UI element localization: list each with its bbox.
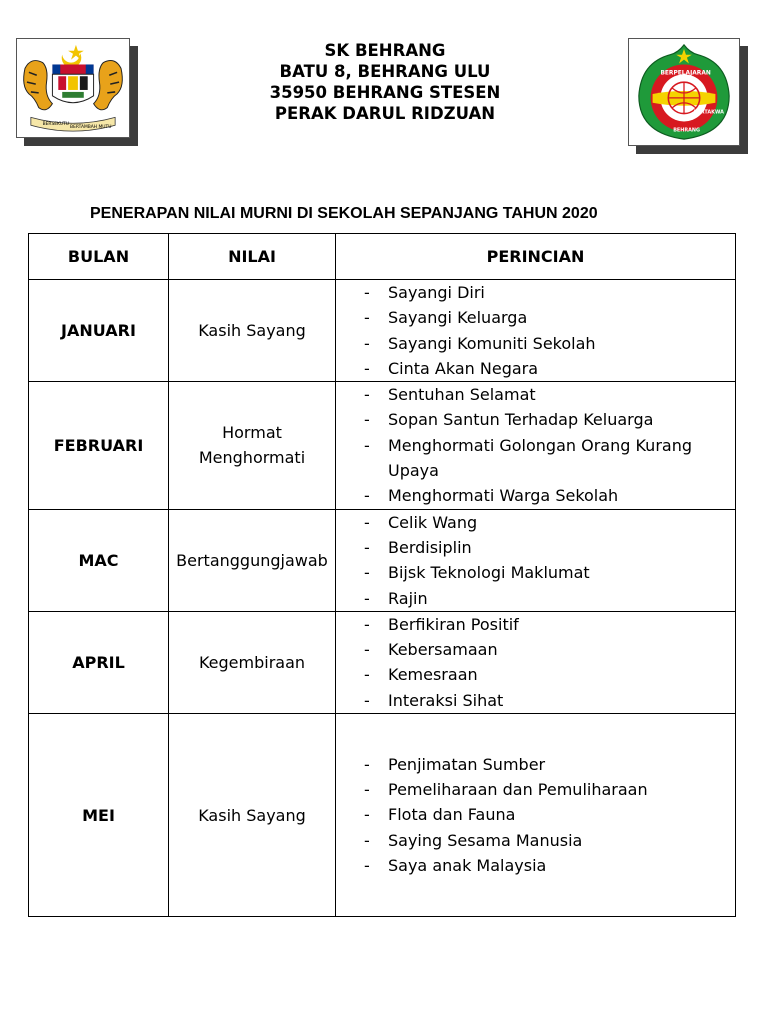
- column-header-perincian: PERINCIAN: [336, 234, 736, 280]
- list-item: - Saying Sesama Manusia: [336, 828, 735, 853]
- svg-text:BERSEKUTU: BERSEKUTU: [42, 122, 69, 128]
- school-crest-logo: [628, 38, 740, 146]
- malaysia-coat-of-arms-icon: [17, 39, 129, 137]
- list-item: - Penjimatan Sumber: [336, 752, 735, 777]
- svg-text:BERTAKWA: BERTAKWA: [693, 109, 724, 116]
- list-item: - Sopan Santun Terhadap Keluarga: [336, 407, 735, 432]
- bulan-cell: JANUARI: [29, 280, 169, 382]
- list-item: - Saya anak Malaysia: [336, 853, 735, 878]
- school-address: [190, 40, 580, 124]
- table-row: [29, 382, 736, 509]
- table-row: [29, 280, 736, 382]
- bulan-cell: MEI: [29, 714, 169, 917]
- list-item: - Kemesraan: [336, 662, 735, 687]
- logo-frame: [16, 38, 130, 138]
- list-item: - Cinta Akan Negara: [336, 356, 735, 381]
- address-line-2: 35950 BEHRANG STESEN: [269, 83, 501, 102]
- nilai-cell: Kegembiraan: [169, 611, 336, 713]
- list-item: - Kebersamaan: [336, 637, 735, 662]
- nilai-murni-table: [28, 233, 736, 917]
- nilai-cell: Kasih Sayang: [169, 280, 336, 382]
- address-line-1: BATU 8, BEHRANG ULU: [279, 62, 491, 81]
- column-header-bulan: BULAN: [29, 234, 169, 280]
- perincian-cell: [336, 714, 736, 917]
- bulan-cell: MAC: [29, 509, 169, 611]
- perincian-cell: [336, 382, 736, 509]
- list-item: - Rajin: [336, 586, 735, 611]
- table-row: [29, 611, 736, 713]
- column-header-nilai: NILAI: [169, 234, 336, 280]
- nilai-cell: Kasih Sayang: [169, 714, 336, 917]
- bulan-cell: APRIL: [29, 611, 169, 713]
- perincian-cell: [336, 280, 736, 382]
- school-crest-icon: [629, 39, 739, 145]
- list-item: - Berdisiplin: [336, 535, 735, 560]
- list-item: - Sayangi Diri: [336, 280, 735, 305]
- perincian-cell: [336, 509, 736, 611]
- list-item: - Celik Wang: [336, 510, 735, 535]
- list-item: - Menghormati Golongan Orang Kurang Upaya: [336, 433, 735, 484]
- document-title: PENERAPAN NILAI MURNI DI SEKOLAH SEPANJANG TAHUN 2020: [90, 205, 598, 222]
- list-item: - Bijsk Teknologi Maklumat: [336, 560, 735, 585]
- list-item: - Berfikiran Positif: [336, 612, 735, 637]
- perincian-cell: [336, 611, 736, 713]
- list-item: - Sayangi Keluarga: [336, 305, 735, 330]
- bulan-cell: FEBRUARI: [29, 382, 169, 509]
- svg-text:BERTAMBAH MUTU: BERTAMBAH MUTU: [70, 125, 112, 131]
- list-item: - Flota dan Fauna: [336, 802, 735, 827]
- table-header-row: [29, 234, 736, 280]
- list-item: - Sentuhan Selamat: [336, 382, 735, 407]
- coat-of-arms-logo: [16, 38, 130, 138]
- address-line-3: PERAK DARUL RIDZUAN: [274, 104, 496, 123]
- table-row: [29, 714, 736, 917]
- table-row: [29, 509, 736, 611]
- list-item: - Interaksi Sihat: [336, 688, 735, 713]
- school-name: SK BEHRANG: [324, 41, 446, 60]
- logo-frame: [628, 38, 740, 146]
- svg-text:BEHRANG: BEHRANG: [673, 127, 701, 134]
- list-item: - Sayangi Komuniti Sekolah: [336, 331, 735, 356]
- list-item: - Pemeliharaan dan Pemuliharaan: [336, 777, 735, 802]
- nilai-cell: Bertanggungjawab: [169, 509, 336, 611]
- list-item: - Menghormati Warga Sekolah: [336, 483, 735, 508]
- svg-text:BERPELAJARAN: BERPELAJARAN: [660, 70, 711, 77]
- nilai-cell: Hormat Menghormati: [169, 382, 336, 509]
